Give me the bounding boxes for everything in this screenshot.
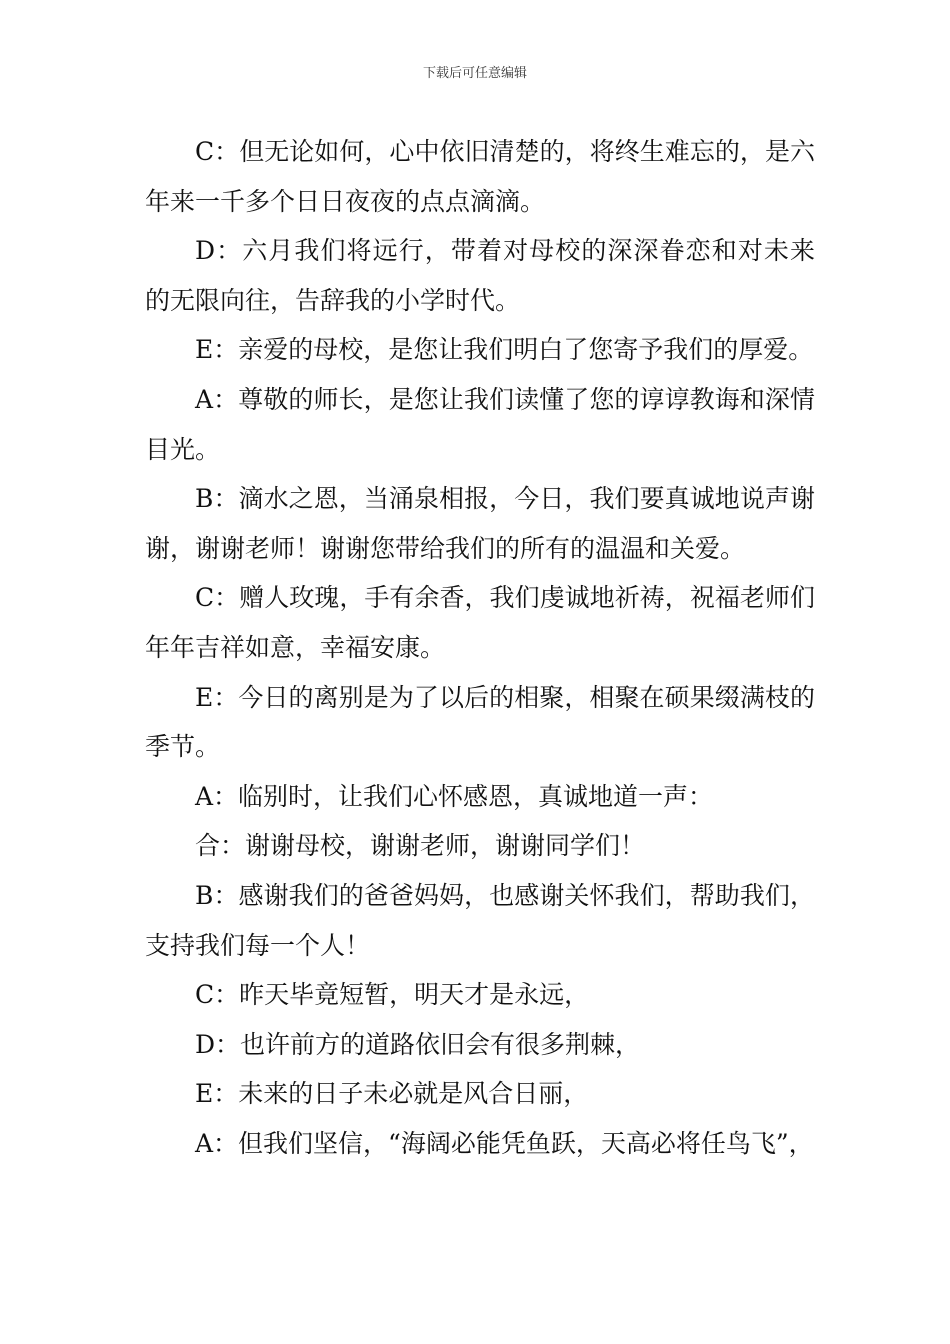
- paragraph-e-2: E：今日的离别是为了以后的相聚，相聚在硕果缀满枝的季节。: [145, 682, 815, 762]
- paragraph-b-1: B：滴水之恩，当涌泉相报，今日，我们要真诚地说声谢谢，谢谢老师！谢谢您带给我们的所有的温温和关爱。: [145, 484, 815, 563]
- paragraph-c-1: C：但无论如何，心中依旧清楚的，将终生难忘的，是六年来一千多个日日夜夜的点点滴滴。: [145, 137, 815, 216]
- paragraph-a-1: A：尊敬的师长，是您让我们读懂了您的谆谆教诲和深情目光。: [145, 384, 815, 464]
- page-header-note: 下载后可任意编辑: [422, 66, 527, 81]
- document-body: [145, 127, 815, 1168]
- paragraph-c-3: C：昨天毕竟短暂，明天才是永远，: [195, 980, 590, 1010]
- paragraph-b-2: B：感谢我们的爸爸妈妈，也感谢关怀我们，帮助我们，支持我们每一个人！: [145, 880, 815, 960]
- paragraph-c-2: C：赠人玫瑰，手有余香，我们虔诚地祈祷，祝福老师们年年吉祥如意，幸福安康。: [145, 583, 815, 662]
- paragraph-d-1: D：六月我们将远行，带着对母校的深深眷恋和对未来的无限向往，告辞我的小学时代。: [145, 236, 815, 315]
- paragraph-e-1: E：亲爱的母校，是您让我们明白了您寄予我们的厚爱。: [195, 335, 814, 365]
- paragraph-e-3: E：未来的日子未必就是风合日丽，: [195, 1079, 589, 1109]
- paragraph-together: 合：谢谢母校，谢谢老师，谢谢同学们！: [195, 831, 646, 861]
- paragraph-a-2: A：临别时，让我们心怀感恩，真诚地道一声：: [195, 781, 714, 811]
- paragraph-d-2: D：也许前方的道路依旧会有很多荆棘，: [195, 1029, 641, 1059]
- paragraph-a-3: A：但我们坚信，“海阔必能凭鱼跃，天高必将任鸟飞”，: [195, 1128, 814, 1158]
